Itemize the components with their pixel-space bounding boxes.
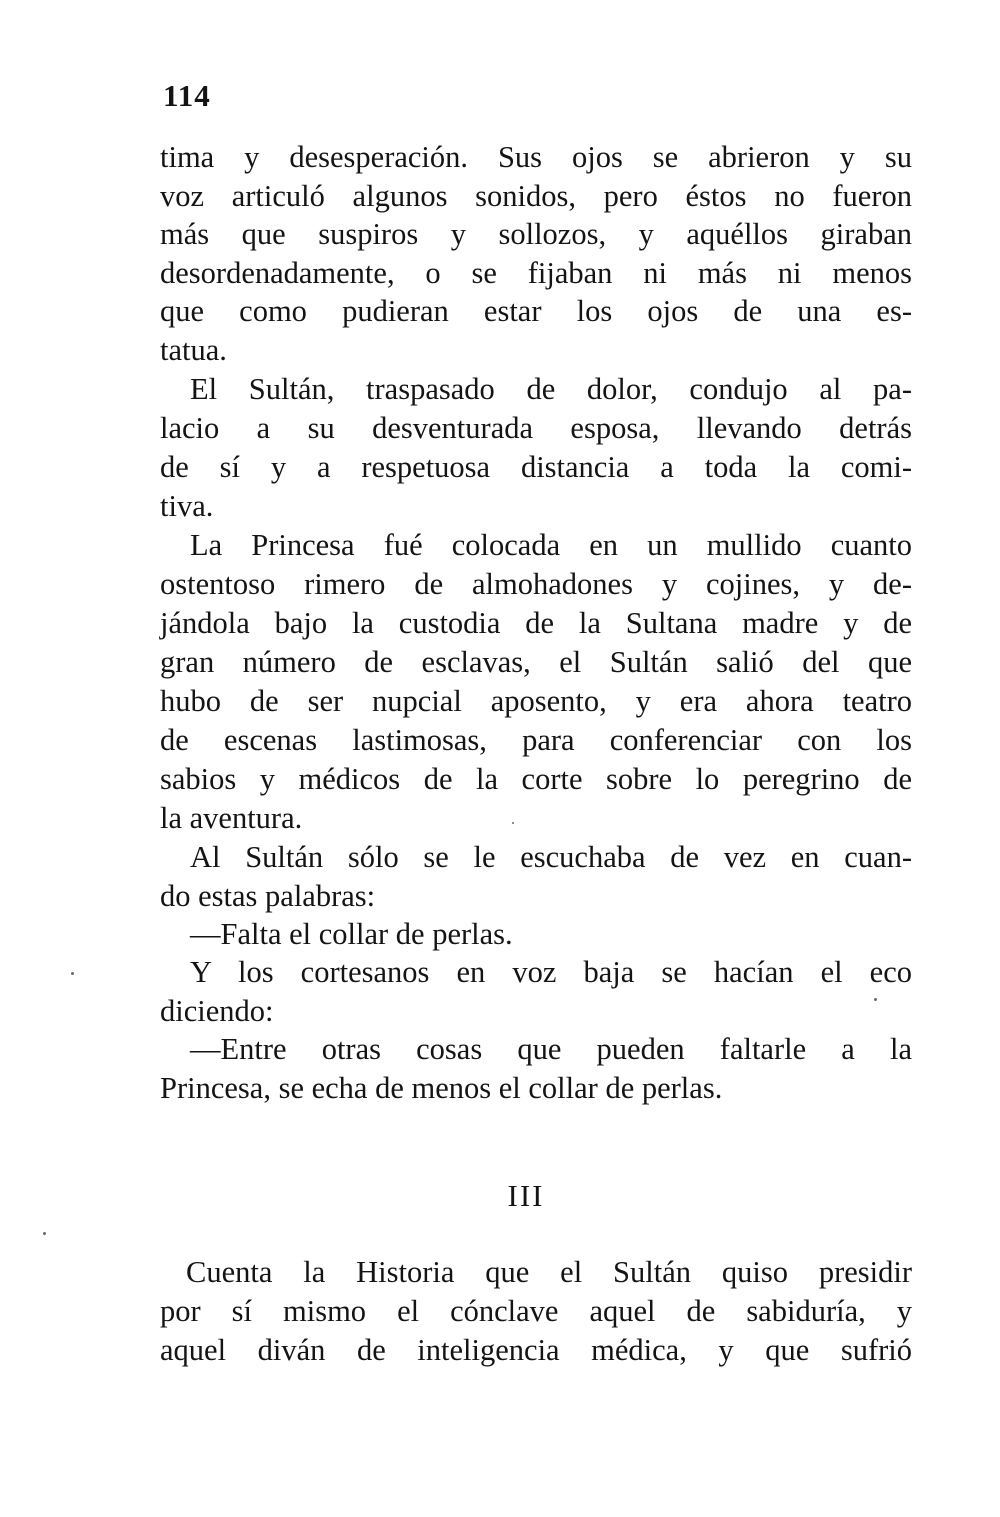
text-line: lacio a su desventurada esposa, llevando detrás [160, 411, 912, 445]
text-line: tima y desesperación. Sus ojos se abrieron y su [160, 140, 912, 174]
text-line: sabios y médicos de la corte sobre lo peregrino de [160, 762, 912, 796]
paragraph-first-line: La Princesa fué colocada en un mullido cuanto [190, 528, 912, 562]
text-line: desordenadamente, o se fijaban ni más ni menos [160, 256, 912, 290]
scan-speck [874, 998, 877, 1001]
text-line: jándola bajo la custodia de la Sultana madre y de [160, 606, 912, 640]
scan-speck [43, 1232, 46, 1235]
text-line: voz articuló algunos sonidos, pero éstos no fueron [160, 179, 912, 213]
text-line: hubo de ser nupcial aposento, y era ahora teatro [160, 684, 912, 718]
text-line: tatua. [160, 333, 227, 367]
text-line: que como pudieran estar los ojos de una es- [160, 294, 912, 328]
paragraph-first-line: Al Sultán sólo se le escuchaba de vez en cuan- [190, 840, 912, 874]
text-line: de escenas lastimosas, para conferenciar con los [160, 723, 912, 757]
scan-speck [71, 972, 74, 975]
text-line: aquel diván de inteligencia médica, y que sufrió [160, 1333, 912, 1367]
text-line: diciendo: [160, 994, 274, 1028]
text-line: tiva. [160, 489, 214, 523]
page-number: 114 [163, 78, 211, 113]
text-line: Princesa, se echa de menos el collar de perlas. [160, 1071, 723, 1105]
dialogue-line: —Falta el collar de perlas. [190, 917, 513, 951]
scan-speck [512, 822, 514, 824]
paragraph-first-line: El Sultán, traspasado de dolor, condujo al pa- [190, 372, 912, 406]
text-line: más que suspiros y sollozos, y aquéllos giraban [160, 217, 912, 251]
dialogue-line: —Entre otras cosas que pueden faltarle a la [190, 1032, 912, 1066]
text-line: la aventura. [160, 801, 303, 835]
text-line: gran número de esclavas, el Sultán salió del que [160, 645, 912, 679]
text-line: por sí mismo el cónclave aquel de sabiduría, y [160, 1294, 912, 1328]
text-line: do estas palabras: [160, 879, 376, 913]
section-heading: III [507, 1178, 545, 1213]
paragraph-first-line: Y los cortesanos en voz baja se hacían el eco [190, 955, 912, 989]
paragraph-first-line: Cuenta la Historia que el Sultán quiso presidir [186, 1255, 912, 1289]
text-line: de sí y a respetuosa distancia a toda la comi- [160, 450, 912, 484]
text-line: ostentoso rimero de almohadones y cojines, y de- [160, 567, 912, 601]
